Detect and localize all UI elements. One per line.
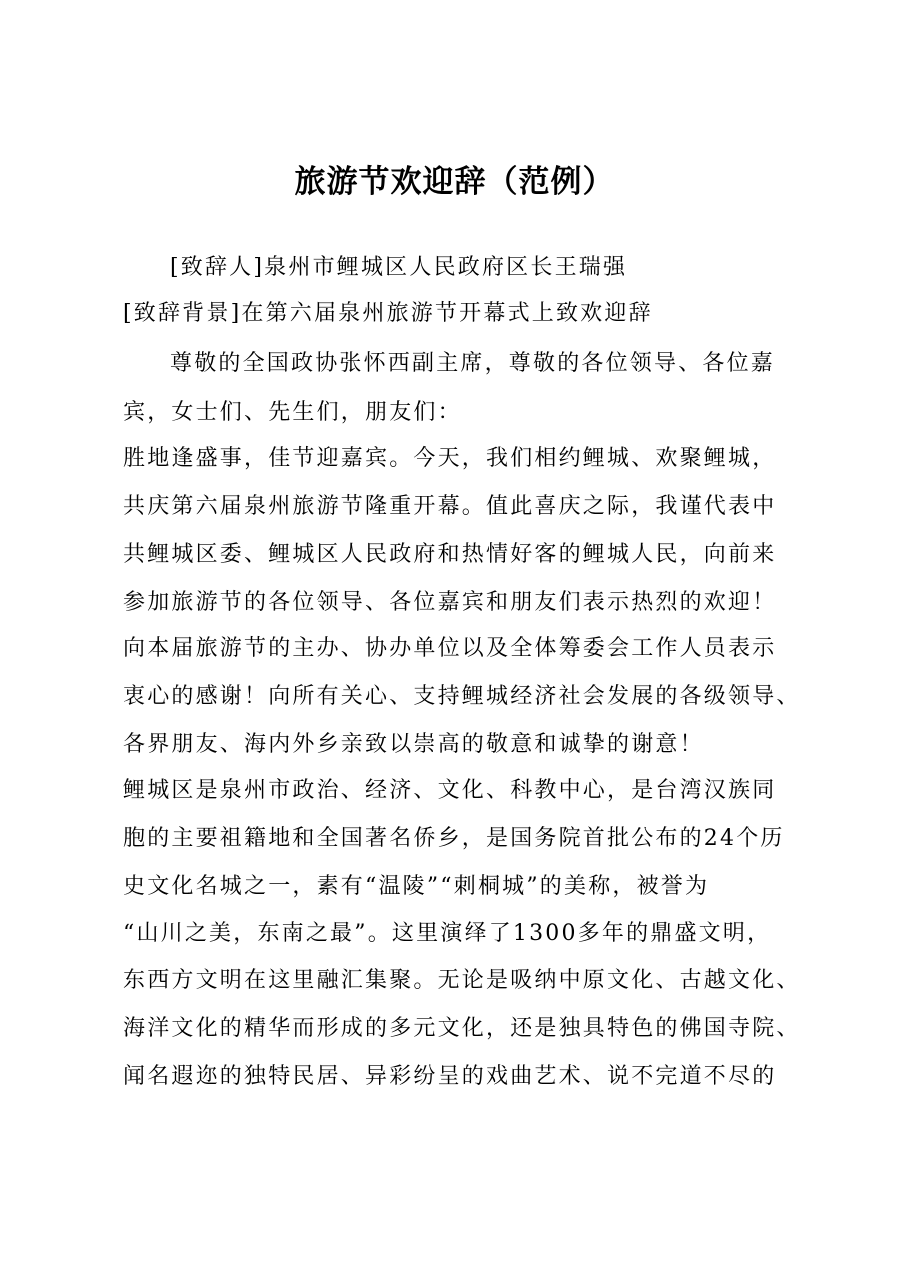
body-line: 胜地逢盛事，佳节迎嘉宾。今天，我们相约鲤城、欢聚鲤城， — [123, 446, 777, 471]
salutation-line-1: 尊敬的全国政协张怀西副主席，尊敬的各位领导、各位嘉 — [170, 351, 776, 376]
body-line: 胞的主要祖籍地和全国著名侨乡，是国务院首批公布的24个历 — [123, 826, 785, 851]
body-line: 衷心的感谢！向所有关心、支持鲤城经济社会发展的各级领导、 — [123, 684, 801, 709]
body-line: 东西方文明在这里融汇集聚。无论是吸纳中原文化、古越文化、 — [123, 968, 801, 993]
body-line: “山川之美，东南之最”。这里演绎了1300多年的鼎盛文明， — [123, 921, 772, 946]
body-line: 海洋文化的精华而形成的多元文化，还是独具特色的佛国寺院、 — [123, 1016, 801, 1041]
salutation-line-2: 宾，女士们、先生们，朋友们： — [123, 400, 462, 425]
document-title: 旅游节欢迎辞（范例） — [294, 164, 615, 200]
body-line: 闻名遐迩的独特民居、异彩纷呈的戏曲艺术、说不完道不尽的 — [123, 1064, 777, 1089]
background-line: [致辞背景]在第六届泉州旅游节开幕式上致欢迎辞 — [123, 301, 653, 326]
body-line: 鲤城区是泉州市政治、经济、文化、科教中心，是台湾汉族同 — [123, 778, 777, 803]
body-line: 参加旅游节的各位领导、各位嘉宾和朋友们表示热烈的欢迎！ — [123, 590, 777, 615]
body-line: 共鲤城区委、鲤城区人民政府和热情好客的鲤城人民，向前来 — [123, 542, 777, 567]
body-line: 共庆第六届泉州旅游节隆重开幕。值此喜庆之际，我谨代表中 — [123, 494, 777, 519]
body-line: 史文化名城之一，素有“温陵”“刺桐城”的美称，被誉为 — [123, 874, 710, 899]
body-line: 各界朋友、海内外乡亲致以崇高的敬意和诚挚的谢意！ — [123, 732, 704, 757]
speaker-line: [致辞人]泉州市鲤城区人民政府区长王瑞强 — [170, 255, 628, 280]
body-line: 向本届旅游节的主办、协办单位以及全体筹委会工作人员表示 — [123, 636, 777, 661]
